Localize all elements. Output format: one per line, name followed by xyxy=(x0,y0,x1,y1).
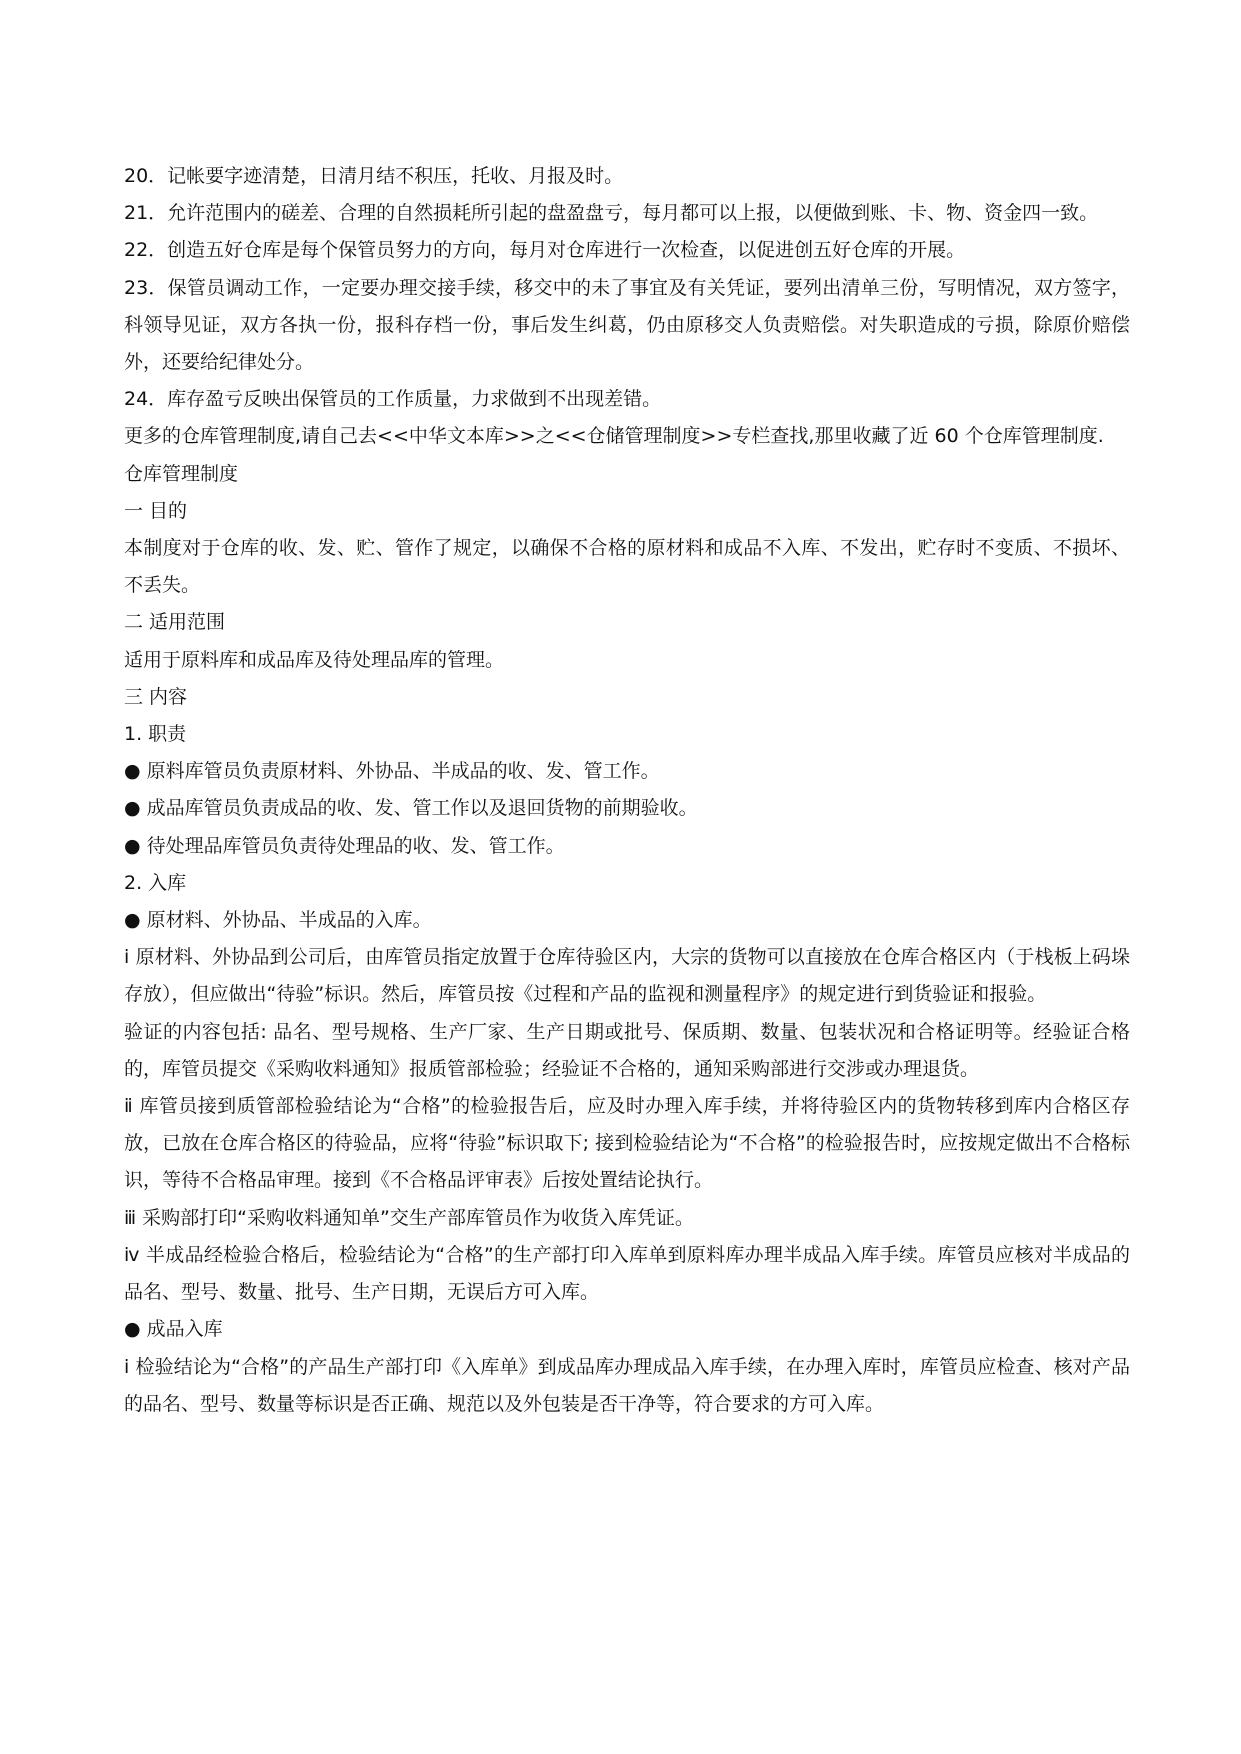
bullet-pending-goods-keeper: ● 待处理品库管员负责待处理品的收、发、管工作。 xyxy=(124,834,565,857)
paragraph-verification: 验证的内容包括: 品名、型号规格、生产厂家、生产日期或批号、保质期、数量、包装状况和合格证明等。经验证合格的，库管员提交《采购收料通知》报质管部检验；经验证不合格的，通知采购部进行交涉或办理退货。 xyxy=(124,1020,1130,1080)
paragraph-item-ii: ⅱ 库管员接到质管部检验结论为“合格”的检验报告后，应及时办理入库手续，并将待验区内的货物转移到库内合格区存放，已放在仓库合格区的待验品，应将“待验”标识取下; 接到检验结论为“不合格”的检验报告时，应按规定做出不合格标识，等待不合格品审理。接到《不合格品评审表》后按处置结论执行。 xyxy=(124,1095,1130,1192)
paragraph-item-21: 21．允许范围内的磋差、合理的自然损耗所引起的盘盈盘亏，每月都可以上报，以便做到账、卡、物、资金四一致。 xyxy=(124,202,1099,225)
paragraph-item-iv: ⅳ 半成品经检验合格后，检验结论为“合格”的生产部打印入库单到原料库办理半成品入库手续。库管员应核对半成品的品名、型号、数量、批号、生产日期，无误后方可入库。 xyxy=(124,1243,1130,1304)
heading-content: 三 内容 xyxy=(124,685,188,708)
paragraph-item-iii: ⅲ 采购部打印“采购收料通知单”交生产部库管员作为收货入库凭证。 xyxy=(124,1206,694,1229)
bullet-finished-warehousing: ● 成品入库 xyxy=(124,1318,223,1341)
heading-purpose: 一 目的 xyxy=(124,499,188,522)
paragraph-item-20: 20．记帐要字迹清楚，日清月结不积压，托收、月报及时。 xyxy=(124,165,624,187)
paragraph-item-i: ⅰ 原材料、外协品到公司后，由库管员指定放置于仓库待验区内，大宗的货物可以直接放在仓库合格区内（于栈板上码垛存放），但应做出“待验”标识。然后，库管员按《过程和产品的监视和测量程序》的规定进行到货验证和报验。 xyxy=(124,946,1130,1006)
paragraph-purpose: 本制度对于仓库的收、发、贮、管作了规定，以确保不合格的原材料和成品不入库、不发出，贮存时不变质、不损坏、不丢失。 xyxy=(124,537,1130,597)
paragraph-item-22: 22．创造五好仓库是每个保管员努力的方向，每月对仓库进行一次检查，以促进创五好仓库的开展。 xyxy=(124,239,966,262)
paragraph-more-info: 更多的仓库管理制度,请自己去<<中华文本库>>之<<仓储管理制度>>专栏查找,那里收藏了近 60 个仓库管理制度. xyxy=(124,425,1104,448)
heading-responsibilities: 1. 职责 xyxy=(124,723,187,746)
bullet-finished-goods-keeper: ● 成品库管员负责成品的收、发、管工作以及退回货物的前期验收。 xyxy=(124,797,698,820)
paragraph-item-24: 24．库存盈亏反映出保管员的工作质量，力求做到不出现差错。 xyxy=(124,388,662,411)
bullet-raw-material-keeper: ● 原料库管员负责原材料、外协品、半成品的收、发、管工作。 xyxy=(124,760,660,783)
heading-scope: 二 适用范围 xyxy=(124,611,226,634)
paragraph-scope: 适用于原料库和成品库及待处理品库的管理。 xyxy=(124,648,505,671)
heading-warehousing: 2. 入库 xyxy=(124,871,187,894)
section-title: 仓库管理制度 xyxy=(124,462,239,485)
bullet-material-warehousing: ● 原材料、外协品、半成品的入库。 xyxy=(124,909,432,932)
document-page xyxy=(124,158,1130,1423)
paragraph-item-23: 23．保管员调动工作，一定要办理交接手续，移交中的未了事宜及有关凭证，要列出清单三份，写明情况，双方签字，科领导见证，双方各执一份，报科存档一份，事后发生纠葛，仍由原移交人负责赔偿。对失职造成的亏损，除原价赔偿外，还要给纪律处分。 xyxy=(124,276,1130,374)
paragraph-finished-item-i: ⅰ 检验结论为“合格”的产品生产部打印《入库单》到成品库办理成品入库手续，在办理入库时，库管员应检查、核对产品的品名、型号、数量等标识是否正确、规范以及外包装是否干净等，符合要求的方可入库。 xyxy=(124,1355,1130,1415)
